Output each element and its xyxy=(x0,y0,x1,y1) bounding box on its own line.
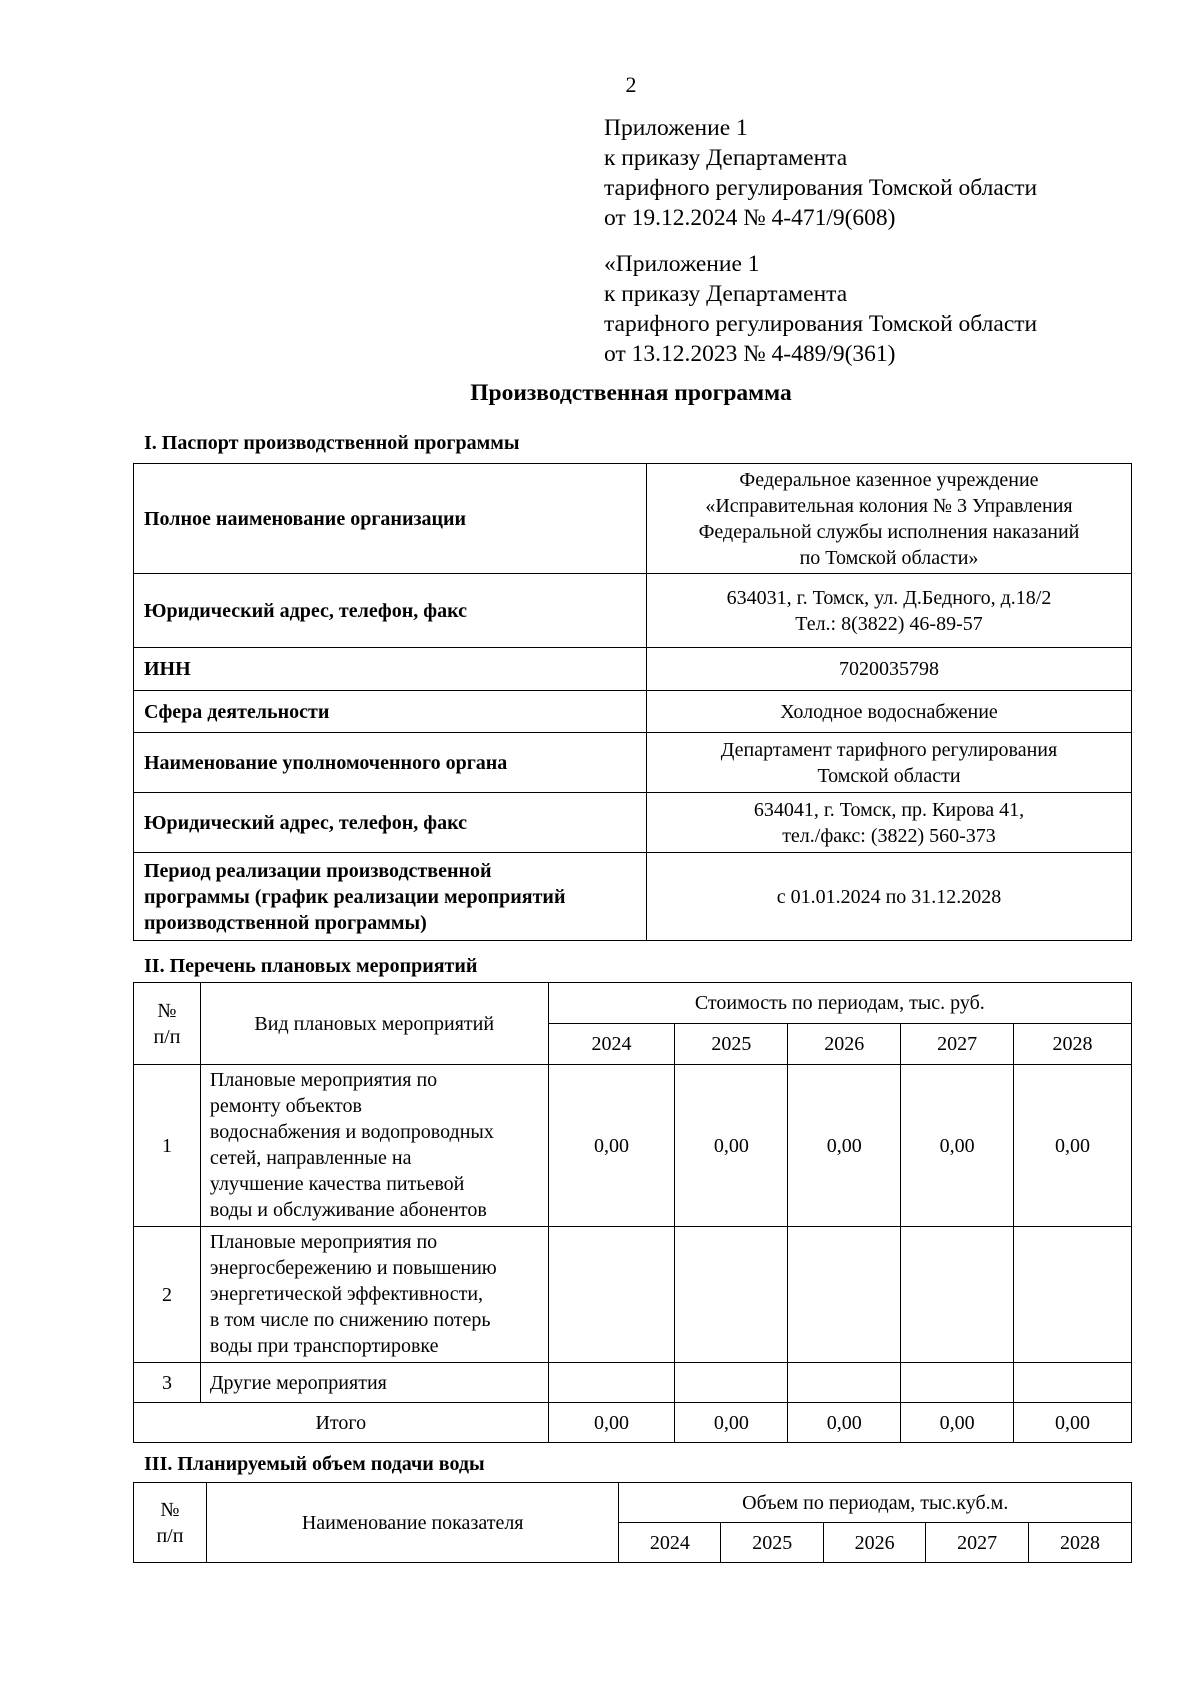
passport-table xyxy=(133,463,1132,941)
table-header-row xyxy=(134,1483,1132,1523)
appendix-line: от 13.12.2023 № 4-489/9(361) xyxy=(604,341,896,367)
cost-cell xyxy=(1014,1363,1132,1403)
appendix-previous-block xyxy=(604,249,1037,369)
appendix-line: к приказу Департамента xyxy=(604,281,848,307)
section-1-title: I. Паспорт производственной программы xyxy=(144,432,520,454)
desc-line: воды и обслуживание абонентов xyxy=(209,1199,487,1221)
label-line: Период реализации производственной xyxy=(144,859,492,882)
passport-value: с 01.01.2024 по 31.12.2028 xyxy=(647,853,1132,941)
passport-value xyxy=(647,464,1132,574)
appendix-line: тарифного регулирования Томской области xyxy=(604,175,1038,201)
passport-value xyxy=(647,574,1132,648)
desc-line: энергетической эффективности, xyxy=(209,1283,484,1305)
measures-table xyxy=(133,982,1132,1443)
value-line: Департамент тарифного регулирования xyxy=(720,738,1058,761)
header-volume: Объем по периодам, тыс.куб.м. xyxy=(619,1483,1132,1523)
table-header-row xyxy=(134,983,1132,1024)
section-2-title: II. Перечень плановых мероприятий xyxy=(144,955,478,977)
header-num-line: № xyxy=(157,999,177,1022)
table-row xyxy=(134,853,1132,941)
section-3-title: III. Планируемый объем подачи воды xyxy=(144,1453,485,1475)
cost-cell xyxy=(1014,1227,1132,1363)
header-year: 2027 xyxy=(926,1523,1029,1563)
value-line: «Исправительная колония № 3 Управления xyxy=(705,494,1073,517)
desc-line: Плановые мероприятия по xyxy=(209,1231,438,1253)
value-line: тел./факс: (3822) 560-373 xyxy=(782,824,996,847)
label-line: программы (график реализации мероприятий xyxy=(144,885,566,908)
header-year: 2026 xyxy=(788,1024,901,1065)
header-year: 2028 xyxy=(1029,1523,1132,1563)
total-row xyxy=(134,1403,1132,1443)
value-line: 634041, г. Томск, пр. Кирова 41, xyxy=(753,798,1025,821)
passport-label: Юридический адрес, телефон, факс xyxy=(134,574,647,648)
row-num: 1 xyxy=(134,1065,201,1227)
label-line: производственной программы) xyxy=(144,911,427,934)
appendix-line: Приложение 1 xyxy=(604,115,748,141)
header-num xyxy=(134,983,201,1065)
passport-label: Наименование уполномоченного органа xyxy=(134,733,647,793)
desc-line: водоснабжения и водопроводных xyxy=(209,1121,494,1143)
desc-line: воды при транспортировке xyxy=(209,1335,439,1357)
cost-cell xyxy=(548,1227,675,1363)
appendix-current-block xyxy=(604,113,1037,233)
table-row xyxy=(134,691,1132,733)
value-line: 634031, г. Томск, ул. Д.Бедного, д.18/2 xyxy=(726,586,1052,609)
value-line: по Томской области» xyxy=(799,546,979,569)
table-row xyxy=(134,793,1132,853)
value-line: Федеральное казенное учреждение xyxy=(739,468,1039,491)
passport-value: Холодное водоснабжение xyxy=(647,691,1132,733)
passport-label: Полное наименование организации xyxy=(134,464,647,574)
cost-cell: 0,00 xyxy=(548,1065,675,1227)
volume-table xyxy=(133,1482,1132,1563)
header-year: 2024 xyxy=(548,1024,675,1065)
header-kind: Вид плановых мероприятий xyxy=(200,983,548,1065)
row-description xyxy=(200,1065,548,1227)
header-num-line: п/п xyxy=(153,1025,181,1048)
header-year: 2026 xyxy=(824,1523,926,1563)
value-line: Федеральной службы исполнения наказаний xyxy=(698,520,1080,543)
desc-line: в том числе по снижению потерь xyxy=(209,1309,491,1331)
table-row xyxy=(134,1363,1132,1403)
value-line: Томской области xyxy=(817,764,961,787)
cost-cell: 0,00 xyxy=(675,1065,788,1227)
cost-cell xyxy=(788,1227,901,1363)
header-num-line: п/п xyxy=(156,1524,184,1547)
row-num: 2 xyxy=(134,1227,201,1363)
desc-line: ремонту объектов xyxy=(209,1095,362,1117)
header-year: 2024 xyxy=(619,1523,721,1563)
total-cell: 0,00 xyxy=(548,1403,675,1443)
desc-line: Другие мероприятия xyxy=(209,1371,387,1394)
row-num: 3 xyxy=(134,1363,201,1403)
cost-cell: 0,00 xyxy=(901,1065,1014,1227)
header-year: 2025 xyxy=(675,1024,788,1065)
table-row xyxy=(134,1227,1132,1363)
passport-label xyxy=(134,853,647,941)
cost-cell: 0,00 xyxy=(788,1065,901,1227)
passport-value xyxy=(647,793,1132,853)
table-row xyxy=(134,733,1132,793)
cost-cell xyxy=(548,1363,675,1403)
total-cell: 0,00 xyxy=(675,1403,788,1443)
passport-value: 7020035798 xyxy=(647,648,1132,691)
header-num xyxy=(134,1483,207,1563)
desc-line: энергосбережению и повышению xyxy=(209,1257,497,1279)
header-year: 2028 xyxy=(1014,1024,1132,1065)
cost-cell xyxy=(675,1363,788,1403)
passport-label: Сфера деятельности xyxy=(134,691,647,733)
document-title: Производственная программа xyxy=(470,380,792,406)
header-cost: Стоимость по периодам, тыс. руб. xyxy=(548,983,1131,1024)
desc-line: сетей, направленные на xyxy=(209,1147,412,1169)
appendix-line: «Приложение 1 xyxy=(604,251,760,277)
total-label: Итого xyxy=(134,1403,549,1443)
cost-cell xyxy=(901,1227,1014,1363)
passport-value xyxy=(647,733,1132,793)
cost-cell xyxy=(788,1363,901,1403)
passport-label: ИНН xyxy=(134,648,647,691)
header-year: 2027 xyxy=(901,1024,1014,1065)
row-description xyxy=(200,1363,548,1403)
cost-cell xyxy=(901,1363,1014,1403)
desc-line: улучшение качества питьевой xyxy=(209,1173,465,1195)
cost-cell xyxy=(675,1227,788,1363)
table-row xyxy=(134,1065,1132,1227)
cost-cell: 0,00 xyxy=(1014,1065,1132,1227)
header-year: 2025 xyxy=(721,1523,824,1563)
total-cell: 0,00 xyxy=(901,1403,1014,1443)
header-num-line: № xyxy=(160,1498,180,1521)
table-row xyxy=(134,464,1132,574)
table-row xyxy=(134,574,1132,648)
total-cell: 0,00 xyxy=(788,1403,901,1443)
appendix-line: от 19.12.2024 № 4-471/9(608) xyxy=(604,205,896,231)
row-description xyxy=(200,1227,548,1363)
value-line: Тел.: 8(3822) 46-89-57 xyxy=(795,612,983,635)
passport-label: Юридический адрес, телефон, факс xyxy=(134,793,647,853)
desc-line: Плановые мероприятия по xyxy=(209,1069,438,1091)
appendix-line: к приказу Департамента xyxy=(604,145,848,171)
table-row xyxy=(134,648,1132,691)
total-cell: 0,00 xyxy=(1014,1403,1132,1443)
appendix-line: тарифного регулирования Томской области xyxy=(604,311,1038,337)
header-indicator-name: Наименование показателя xyxy=(206,1483,619,1563)
page-number: 2 xyxy=(625,72,637,97)
